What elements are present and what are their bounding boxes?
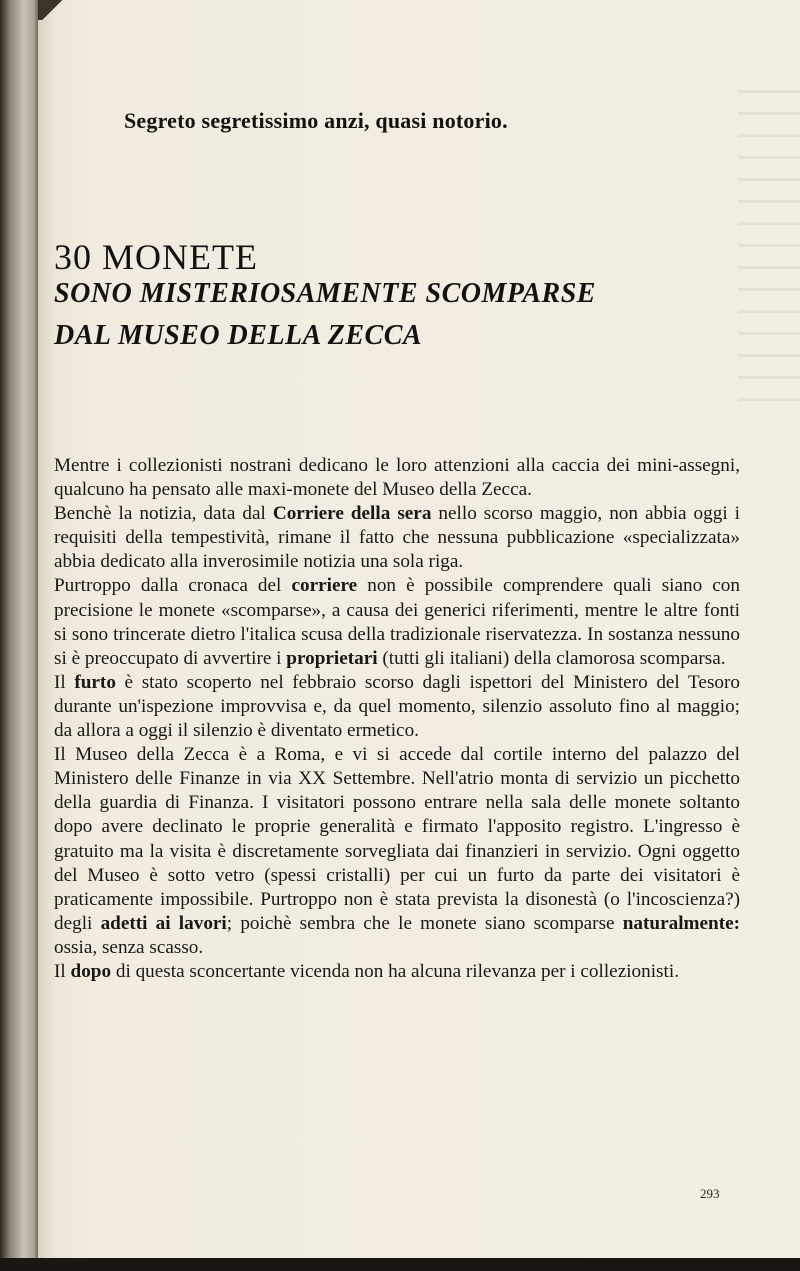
show-through-text [738,90,800,410]
book-page [38,0,800,1258]
paragraph-6-text-b: di questa sconcertante vicenda non ha alcuna rilevanza per i collezionisti. [111,960,679,982]
paragraph-5 [54,743,740,960]
scan-bottom-edge [0,1258,800,1271]
paragraph-1: Mentre i collezionisti nostrani dedicano le loro attenzioni alla caccia dei mini-assegni, qualcuno ha pensato alle maxi-monete del Museo della Zecca. [54,455,740,501]
paragraph-4 [54,671,740,743]
emphasis-corriere: corriere [291,575,358,597]
paragraph-3-text-a: Purtroppo dalla cronaca del [54,575,292,597]
paragraph-5-text-a: Il Museo della Zecca è a Roma, e vi si accede dal cortile interno del palazzo del Ministero delle Finanze in via XX Settembre. Nell'atrio monta di servizio un picchetto della guardia di Finanza. I visitatori possono entrare nella sala delle monete soltanto dopo avere declinato le proprie generalità e firmato l'apposito registro. L'ingresso è gratuito ma la visita è discretamente sorvegliata dai finanzieri in servizio. Ogni oggetto del Museo è sotto vetro (spessi cristalli) per cui un furto da parte dei visitatori è praticamente impossibile. Purtroppo non è stata prevista la disonestà (o l'incoscienza?) degli [54,744,740,934]
emphasis-adetti: adetti ai lavori [100,912,227,934]
paragraph-5-text-c: ossia, senza scasso. [54,936,204,958]
paragraph-3 [54,574,740,670]
paragraph-3-text-c: (tutti gli italiani) della clamorosa scomparsa. [377,647,726,669]
headline-line-3: DAL MUSEO DELLA ZECCA [54,320,423,351]
emphasis-proprietari: proprietari [286,647,378,669]
headline-line-2: SONO MISTERIOSAMENTE SCOMPARSE [54,278,596,309]
page-subtitle: Segreto segretissimo anzi, quasi notorio. [124,108,508,133]
paragraph-6-text-a: Il [54,960,71,982]
article-body [54,454,740,984]
emphasis-naturalmente: naturalmente: [622,912,740,934]
headline-line-1: 30 MONETE [54,237,258,277]
paragraph-2-text-b: nello scorso maggio, non abbia oggi i requisiti della tempestività, rimane il fatto che nessuna pubblicazione «specializzata» abbia dedicato alla inverosimile notizia una sola riga. [54,503,740,573]
page-number: 293 [700,1186,720,1201]
emphasis-dopo: dopo [70,960,112,982]
book-binding [0,0,38,1271]
paragraph-6 [54,960,740,984]
paragraph-2 [54,502,740,574]
newspaper-name: Corriere della sera [272,503,432,525]
paragraph-4-text-b: è stato scoperto nel febbraio scorso dagli ispettori del Ministero del Tesoro durante un'ispezione improvvisa e, da quel momento, silenzio assoluto fino al maggio; da allora a oggi il silenzio è diventato ermetico. [54,671,740,742]
paragraph-4-text-a: Il [54,671,75,693]
paragraph-2-text-a: Benchè la notizia, data dal [54,503,273,525]
paragraph-5-text-b: ; poichè sembra che le monete siano scomparse [226,912,623,934]
paragraph-3-text-b: non è possibile comprendere quali siano con precisione le monete «scomparse», a causa dei generici riferimenti, mentre le altre fonti si sono trincerate dietro l'italica scusa della tradizionale riservatezza. In sostanza nessuno si è preoccupato di avvertire i [54,575,740,669]
emphasis-furto: furto [74,671,116,693]
page-fold-shadow [38,0,78,20]
